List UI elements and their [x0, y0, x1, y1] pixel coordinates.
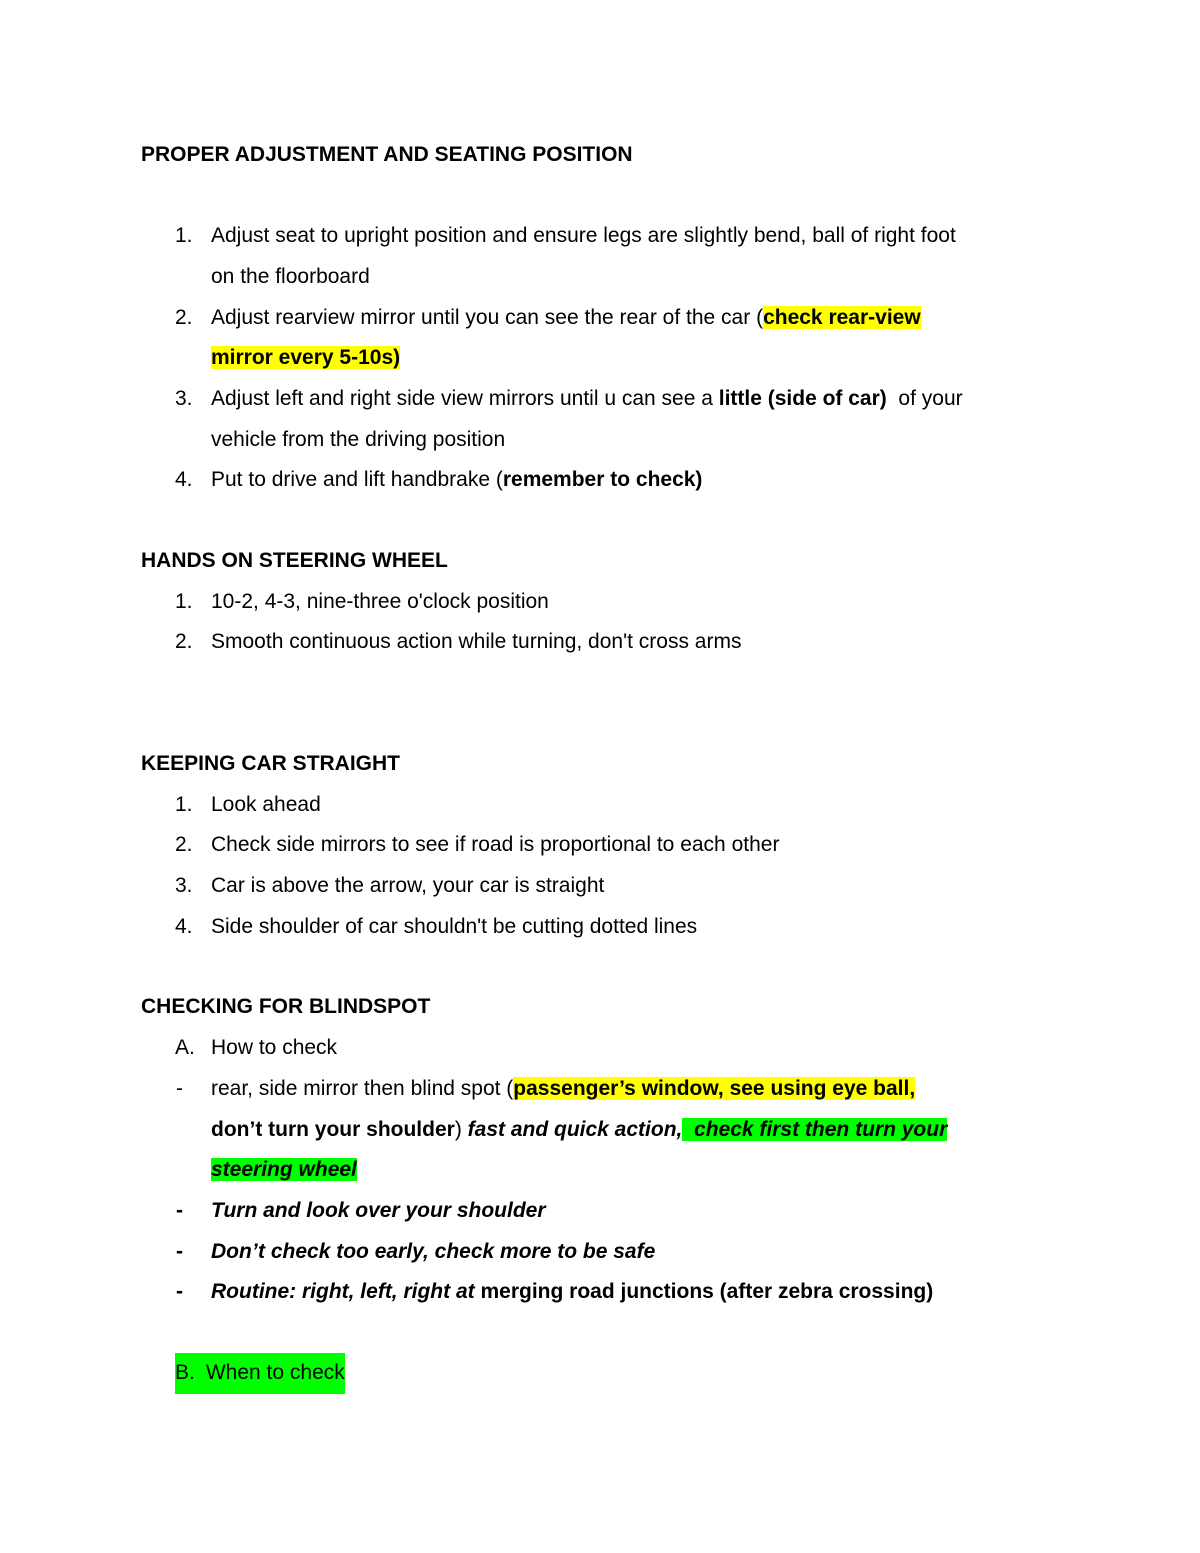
- item-text: [211, 1069, 915, 1110]
- item-text: How to check: [211, 1036, 338, 1059]
- item-text: Don’t check too early, check more to be safe: [211, 1240, 656, 1263]
- plain-text: of your: [886, 387, 963, 410]
- item-text: [211, 338, 400, 379]
- bold-italic-text: Routine: right, left, right at: [211, 1280, 475, 1303]
- item-text: vehicle from the driving position: [211, 428, 506, 451]
- list-item: [0, 298, 1200, 339]
- plain-text: rear, side mirror then blind spot (: [211, 1077, 514, 1100]
- item-text: [211, 379, 963, 420]
- dash-item: [0, 1272, 1200, 1313]
- item-text: Turn and look over your shoulder: [211, 1199, 546, 1222]
- highlighted-text: check rear-view: [763, 306, 921, 329]
- item-number: 1.: [175, 224, 193, 247]
- list-item: [0, 622, 1200, 663]
- list-item: [0, 582, 1200, 623]
- dash-item-continuation: [0, 1110, 1200, 1151]
- item-text: on the floorboard: [211, 265, 370, 288]
- dash-item: [0, 1232, 1200, 1273]
- plain-text: Adjust left and right side view mirrors until u can see a: [211, 387, 719, 410]
- list-item: [0, 907, 1200, 948]
- heading-hands-on-steering-wheel: HANDS ON STEERING WHEEL: [141, 549, 448, 572]
- plain-text: Adjust rearview mirror until you can see the rear of the car (: [211, 306, 764, 329]
- item-text: [211, 298, 921, 339]
- item-text: Adjust seat to upright position and ensure legs are slightly bend, ball of right foot: [211, 224, 956, 247]
- item-number: 2.: [175, 833, 193, 856]
- item-number: 2.: [175, 306, 193, 329]
- item-number: 4.: [175, 915, 193, 938]
- list-item: [0, 785, 1200, 826]
- item-letter: B.: [175, 1361, 195, 1384]
- dash-bullet: -: [176, 1240, 183, 1263]
- item-text: Look ahead: [211, 793, 321, 816]
- list-item-continuation: [0, 257, 1200, 298]
- list-item: [0, 825, 1200, 866]
- list-item: [0, 1353, 1200, 1394]
- bold-text: little (side of car): [718, 387, 887, 410]
- dash-bullet: -: [176, 1077, 183, 1100]
- dash-bullet: -: [176, 1199, 183, 1222]
- item-text: Smooth continuous action while turning, don't cross arms: [211, 630, 742, 653]
- green-highlighted-text: check first then turn your: [682, 1118, 948, 1141]
- heading-keeping-car-straight: KEEPING CAR STRAIGHT: [141, 752, 401, 775]
- green-highlighted-text: steering wheel: [211, 1158, 357, 1181]
- plain-text: Put to drive and lift handbrake (: [211, 468, 503, 491]
- item-number: 2.: [175, 630, 193, 653]
- item-text: Check side mirrors to see if road is proportional to each other: [211, 833, 780, 856]
- dash-item-continuation: [0, 1150, 1200, 1191]
- item-text: 10-2, 4-3, nine-three o'clock position: [211, 590, 549, 613]
- item-text: [211, 1272, 933, 1313]
- dash-item: [0, 1191, 1200, 1232]
- list-item-continuation: [0, 338, 1200, 379]
- list-item: [0, 866, 1200, 907]
- heading-proper-adjustment: PROPER ADJUSTMENT AND SEATING POSITION: [141, 143, 633, 166]
- bold-text: merging road junctions (after zebra crossing): [474, 1280, 934, 1303]
- bold-text: remember to check): [502, 468, 703, 491]
- item-text: [211, 460, 702, 501]
- list-item: [0, 216, 1200, 257]
- list-item: [0, 1028, 1200, 1069]
- item-number: 3.: [175, 387, 193, 410]
- item-number: 1.: [175, 590, 193, 613]
- item-letter: A.: [175, 1036, 195, 1059]
- item-text: Side shoulder of car shouldn't be cutting dotted lines: [211, 915, 698, 938]
- item-number: 4.: [175, 468, 193, 491]
- bold-italic-text: fast and quick action,: [467, 1118, 683, 1141]
- list-item-continuation: [0, 420, 1200, 461]
- highlighted-text: mirror every 5-10s): [211, 346, 401, 369]
- item-number: 3.: [175, 874, 193, 897]
- heading-checking-for-blindspot: CHECKING FOR BLINDSPOT: [141, 995, 431, 1018]
- list-item: [0, 379, 1200, 420]
- dash-item: [0, 1069, 1200, 1110]
- item-text: [211, 1150, 357, 1191]
- dash-bullet: -: [176, 1280, 183, 1303]
- item-number: 1.: [175, 793, 193, 816]
- bold-text: don’t turn your shoulder: [211, 1118, 455, 1141]
- item-text: Car is above the arrow, your car is straight: [211, 874, 605, 897]
- plain-text: ): [454, 1118, 468, 1141]
- highlighted-text: passenger’s window, see using eye ball,: [513, 1077, 916, 1100]
- item-text: When to check: [205, 1361, 345, 1384]
- list-item: [0, 460, 1200, 501]
- green-highlighted-text: [175, 1353, 345, 1394]
- item-text: [211, 1110, 947, 1151]
